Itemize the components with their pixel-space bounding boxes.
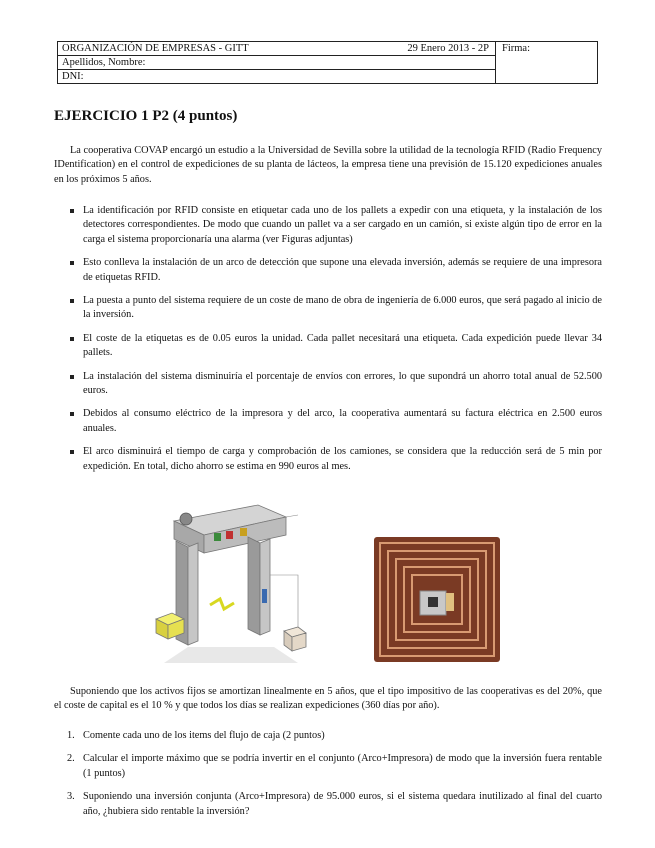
question-text: Suponiendo una inversión conjunta (Arco+Impresora) de 95.000 euros, si el sistema quedara inutilizado al final del cuarto año, ¿hubiera sido rentable la inversión?: [83, 791, 602, 817]
header-left-block: [58, 42, 496, 83]
exercise-title: EJERCICIO 1 P2 (4 puntos): [54, 108, 238, 124]
bullet-item: La instalación del sistema disminuiría el porcentaje de envíos con errores, lo que supondrá un ahorro total anual de 52.500 euros.: [70, 370, 602, 399]
exam-header-table: [57, 41, 598, 84]
question-item: [67, 790, 602, 819]
bullet-item: El arco disminuirá el tiempo de carga y comprobación de los camiones, se considera que la reducción será de 5 min por expedición. En total, dicho ahorro se estima en 990 euros al mes.: [70, 445, 602, 474]
bullet-list: [70, 204, 602, 483]
header-course-row: [58, 42, 495, 56]
bullet-item: La identificación por RFID consiste en etiquetar cada uno de los pallets a expedir con una etiqueta, y la instalación de los detectores correspondientes. De modo que cuando un pallet va a ser cargado en un camión, si existe algún tipo de error en la carga el sistema proporcionaría una alarma (ver Figuras adjuntas): [70, 204, 602, 247]
assumptions-paragraph: Suponiendo que los activos fijos se amortizan linealmente en 5 años, que el tipo impositivo de las cooperativas es del 20%, que el coste de capital es el 10 % y que todos los días se realizan expediciones (360 días por año).: [54, 686, 602, 712]
dni-field: DNI:: [62, 71, 84, 82]
question-text: Comente cada uno de los items del flujo de caja (2 puntos): [83, 730, 325, 741]
question-number: 3.: [67, 791, 75, 803]
question-text: Calcular el importe máximo que se podría invertir en el conjunto (Arco+Impresora) de modo que la inversión fuera rentable (1 puntos): [83, 753, 602, 779]
question-item: [67, 752, 602, 781]
questions-list: [67, 729, 602, 828]
question-number: 2.: [67, 753, 75, 765]
bullet-item: La puesta a punto del sistema requiere de un coste de mano de obra de ingeniería de 6.000 euros, que será pagado al inicio de la inversión.: [70, 294, 602, 323]
intro-paragraph: La cooperativa COVAP encargó un estudio a la Universidad de Sevilla sobre la utilidad de la tecnología RFID (Radio Frequency IDentification) en el control de expediciones de su planta de lácteos, la empresa tiene una previsión de 15.120 expediciones anuales en los próximos 5 años.: [54, 145, 602, 185]
question-item: [67, 729, 602, 743]
bullet-item: Esto conlleva la instalación de un arco de detección que supone una elevada inversión, además se requiere de una impresora de etiquetas RFID.: [70, 256, 602, 285]
bullet-item: Debidos al consumo eléctrico de la impresora y del arco, la cooperativa aumentará su factura eléctrica en 2.500 euros anuales.: [70, 407, 602, 436]
signature-field: Firma:: [502, 43, 530, 54]
exam-date: 29 Enero 2013 - 2P: [407, 43, 489, 54]
name-field: Apellidos, Nombre:: [58, 56, 495, 70]
course-name: ORGANIZACIÓN DE EMPRESAS - GITT: [62, 43, 249, 54]
bullet-item: El coste de la etiquetas es de 0.05 euros la unidad. Cada pallet necesitará una etiqueta. Cada expedición puede llevar 34 pallets.: [70, 332, 602, 361]
rfid-arch-illustration: [148, 495, 316, 663]
question-number: 1.: [67, 730, 75, 741]
rfid-tag-image: [374, 537, 500, 662]
